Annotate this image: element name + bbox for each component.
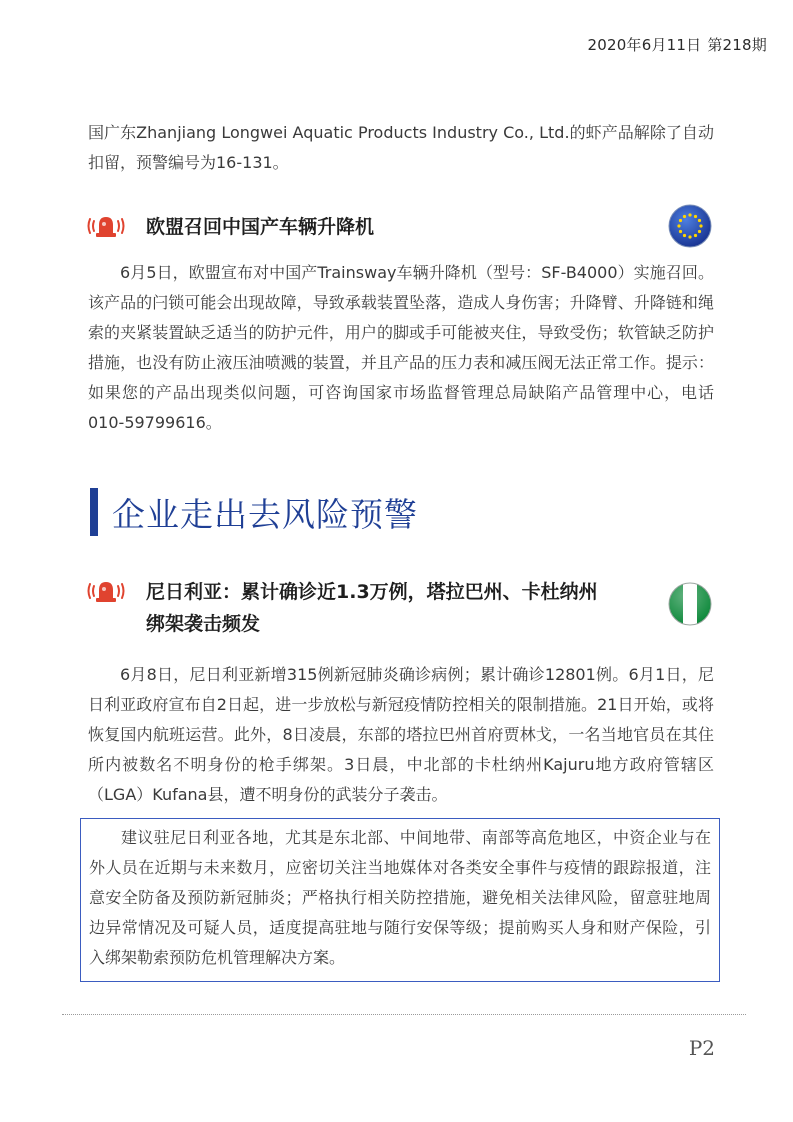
news1-body: 6月5日，欧盟宣布对中国产Trainsway车辆升降机（型号：SF-B4000）实施召回。该产品的闩锁可能会出现故障，导致承载装置坠落，造成人身伤害；升降臂、升降链和绳索的夹紧装置缺乏适当的防护元件，用户的脚或手可能被夹住，导致受伤；软管缺乏防护措施，也没有防止液压油喷溅的装置，并且产品的压力表和减压阀无法正常工作。提示：如果您的产品出现类似问题，可咨询国家市场监督管理总局缺陷产品管理中心，电话010-59799616。: [88, 263, 714, 432]
news2-body: 6月8日，尼日利亚新增315例新冠肺炎确诊病例；累计确诊12801例。6月1日，尼日利亚政府宣布自2日起，进一步放松与新冠疫情防控相关的限制措施。21日开始，或将恢复国内航班运营。此外，8日凌晨，东部的塔拉巴州首府贾林戈，一名当地官员在其住所内被数名不明身份的枪手绑架。3日晨，中北部的卡杜纳州Kajuru地方政府管辖区（LGA）Kufana县，遭不明身份的武装分子袭击。: [88, 665, 714, 804]
alarm-bell-icon: [86, 578, 126, 604]
footer-divider: [62, 1014, 746, 1015]
news1-heading: [86, 211, 374, 243]
section-title: 企业走出去风险预警: [112, 494, 418, 534]
page-header: [582, 34, 767, 55]
advice-box: [80, 818, 720, 982]
advice-text: 建议驻尼日利亚各地，尤其是东北部、中间地带、南部等高危地区，中资企业与在外人员在近期与未来数月，应密切关注当地媒体对各类安全事件与疫情的跟踪报道，注意安全防备及预防新冠肺炎；严格执行相关防控措施，避免相关法律风险，留意驻地周边异常情况及可疑人员，适度提高驻地与随行安保等级；提前购买人身和财产保险，引入绑架勒索预防危机管理解决方案。: [89, 828, 711, 967]
page-number: P2: [688, 1036, 715, 1060]
intro-paragraph: 国广东Zhanjiang Longwei Aquatic Products Industry Co., Ltd.的虾产品解除了自动扣留，预警编号为16-131。: [88, 123, 714, 172]
issue-date: 2020年6月11日: [587, 36, 702, 54]
news2-title-line2: 绑架袭击频发: [146, 613, 261, 635]
news1-title: 欧盟召回中国产车辆升降机: [146, 216, 375, 238]
section-heading: [90, 488, 418, 536]
eu-flag-icon: [668, 204, 712, 248]
news2-title: [146, 576, 598, 640]
nigeria-flag-icon: [668, 582, 712, 626]
alarm-bell-icon: [86, 213, 126, 239]
issue-number: 第218期: [707, 36, 767, 54]
section-accent-bar: [90, 488, 98, 536]
news2-heading: [86, 576, 598, 640]
news2-title-line1: 尼日利亚：累计确诊近1.3万例，塔拉巴州、卡杜纳州: [146, 581, 598, 603]
